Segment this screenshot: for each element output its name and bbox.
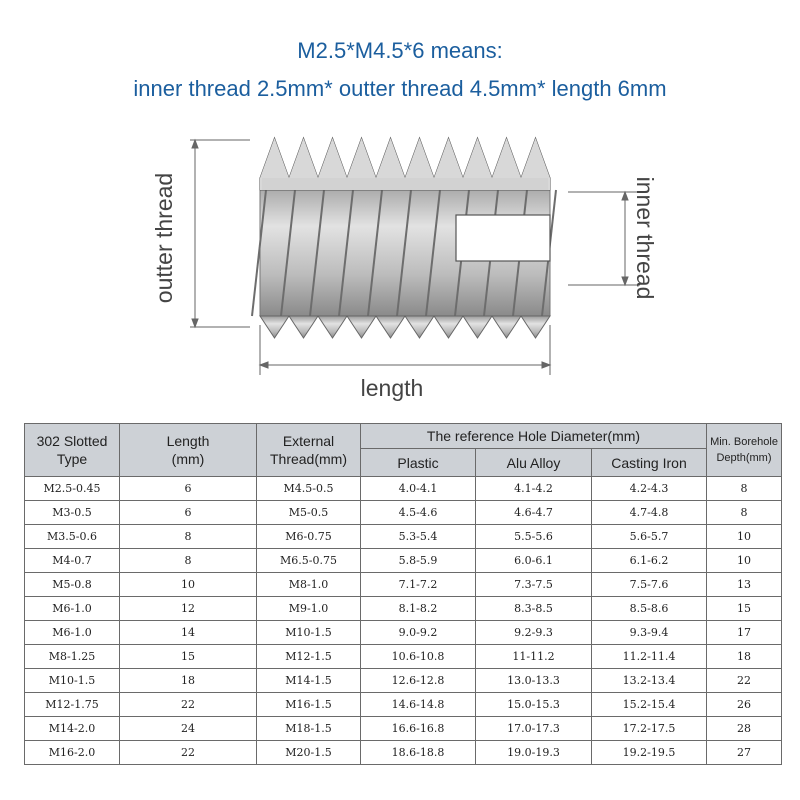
table-cell: 13 <box>707 573 782 597</box>
table-cell: 15.0-15.3 <box>476 693 592 717</box>
outer-thread-label: outter thread <box>151 172 177 304</box>
header-length-text: Length (mm) <box>166 433 210 467</box>
table-cell: 16.6-16.8 <box>361 717 476 741</box>
table-row <box>25 717 782 741</box>
table-cell: 19.0-19.3 <box>476 741 592 765</box>
table-cell: 8 <box>120 525 257 549</box>
table-cell: 18 <box>707 645 782 669</box>
table-cell: 10 <box>707 549 782 573</box>
table-cell: 18.6-18.8 <box>361 741 476 765</box>
header-alu: Alu Alloy <box>476 449 592 477</box>
table-cell: M6.5-0.75 <box>257 549 361 573</box>
table-cell: M9-1.0 <box>257 597 361 621</box>
table-row <box>25 645 782 669</box>
table-cell: M2.5-0.45 <box>25 477 120 501</box>
header-external-text: External Thread(mm) <box>269 433 347 467</box>
table-row <box>25 525 782 549</box>
table-cell: M5-0.8 <box>25 573 120 597</box>
inner-thread-dimension <box>568 192 640 285</box>
table-cell: 17 <box>707 621 782 645</box>
header-hole-group: The reference Hole Diameter(mm) <box>361 424 707 449</box>
table-cell: M18-1.5 <box>257 717 361 741</box>
table-cell: 10 <box>120 573 257 597</box>
header-length <box>120 424 257 477</box>
table-cell: 17.2-17.5 <box>592 717 707 741</box>
table-row <box>25 573 782 597</box>
table-cell: 24 <box>120 717 257 741</box>
table-row <box>25 597 782 621</box>
table-cell: 7.3-7.5 <box>476 573 592 597</box>
table-cell: 10.6-10.8 <box>361 645 476 669</box>
table-cell: 15.2-15.4 <box>592 693 707 717</box>
table-cell: M5-0.5 <box>257 501 361 525</box>
table-cell: 5.8-5.9 <box>361 549 476 573</box>
table-cell: 15 <box>120 645 257 669</box>
table-cell: 14.6-14.8 <box>361 693 476 717</box>
table-cell: 22 <box>707 669 782 693</box>
table-cell: M3-0.5 <box>25 501 120 525</box>
table-cell: 13.2-13.4 <box>592 669 707 693</box>
table-cell: 8.5-8.6 <box>592 597 707 621</box>
header-plastic: Plastic <box>361 449 476 477</box>
table-cell: 17.0-17.3 <box>476 717 592 741</box>
table-cell: 4.0-4.1 <box>361 477 476 501</box>
table-cell: 11.2-11.4 <box>592 645 707 669</box>
table-cell: 5.6-5.7 <box>592 525 707 549</box>
thread-insert-diagram <box>0 120 800 410</box>
table-cell: 8.3-8.5 <box>476 597 592 621</box>
table-cell: 7.5-7.6 <box>592 573 707 597</box>
table-cell: 10 <box>707 525 782 549</box>
table-cell: 18 <box>120 669 257 693</box>
table-cell: 4.5-4.6 <box>361 501 476 525</box>
table-row <box>25 477 782 501</box>
table-cell: M12-1.75 <box>25 693 120 717</box>
caption-line-2: inner thread 2.5mm* outter thread 4.5mm* length 6mm <box>133 76 667 101</box>
slot <box>456 215 550 261</box>
table-cell: 9.2-9.3 <box>476 621 592 645</box>
table-cell: M14-2.0 <box>25 717 120 741</box>
header-borehole <box>707 424 782 477</box>
table-cell: M8-1.25 <box>25 645 120 669</box>
table-cell: 6 <box>120 477 257 501</box>
table-cell: 8 <box>707 501 782 525</box>
table-cell: M3.5-0.6 <box>25 525 120 549</box>
table-cell: 12.6-12.8 <box>361 669 476 693</box>
table-cell: M6-1.0 <box>25 597 120 621</box>
header-type <box>25 424 120 477</box>
table-row <box>25 549 782 573</box>
table-cell: 15 <box>707 597 782 621</box>
table-cell: 4.2-4.3 <box>592 477 707 501</box>
table-cell: M16-2.0 <box>25 741 120 765</box>
table-cell: M14-1.5 <box>257 669 361 693</box>
table-cell: 14 <box>120 621 257 645</box>
table-cell: 8 <box>707 477 782 501</box>
table-cell: 6.1-6.2 <box>592 549 707 573</box>
header-external <box>257 424 361 477</box>
table-row <box>25 741 782 765</box>
insert-body <box>252 138 556 338</box>
table-cell: 5.5-5.6 <box>476 525 592 549</box>
spec-table <box>24 423 782 765</box>
table-cell: 28 <box>707 717 782 741</box>
header-borehole-text: Min. Borehole Depth(mm) <box>710 436 778 464</box>
table-cell: 12 <box>120 597 257 621</box>
table-cell: M4.5-0.5 <box>257 477 361 501</box>
table-cell: 7.1-7.2 <box>361 573 476 597</box>
table-cell: 22 <box>120 741 257 765</box>
table-cell: 6 <box>120 501 257 525</box>
table-cell: M4-0.7 <box>25 549 120 573</box>
table-row <box>25 693 782 717</box>
table-cell: M6-0.75 <box>257 525 361 549</box>
table-cell: M16-1.5 <box>257 693 361 717</box>
table-cell: 5.3-5.4 <box>361 525 476 549</box>
table-cell: M12-1.5 <box>257 645 361 669</box>
table-cell: 8 <box>120 549 257 573</box>
header-type-text: 302 Slotted Type <box>36 433 108 467</box>
table-cell: 6.0-6.1 <box>476 549 592 573</box>
table-cell: 19.2-19.5 <box>592 741 707 765</box>
inner-thread-label: inner thread <box>632 176 658 300</box>
table-cell: 4.1-4.2 <box>476 477 592 501</box>
table-cell: 11-11.2 <box>476 645 592 669</box>
table-cell: 13.0-13.3 <box>476 669 592 693</box>
table-cell: 9.3-9.4 <box>592 621 707 645</box>
table-cell: M10-1.5 <box>25 669 120 693</box>
table-row <box>25 621 782 645</box>
table-cell: M6-1.0 <box>25 621 120 645</box>
table-cell: 26 <box>707 693 782 717</box>
table-cell: 9.0-9.2 <box>361 621 476 645</box>
table-cell: M20-1.5 <box>257 741 361 765</box>
table-row <box>25 669 782 693</box>
table-cell: 8.1-8.2 <box>361 597 476 621</box>
table-cell: 4.6-4.7 <box>476 501 592 525</box>
header-iron: Casting Iron <box>592 449 707 477</box>
table-cell: 4.7-4.8 <box>592 501 707 525</box>
table-cell: 22 <box>120 693 257 717</box>
table-cell: M10-1.5 <box>257 621 361 645</box>
table-row <box>25 501 782 525</box>
table-cell: M8-1.0 <box>257 573 361 597</box>
caption-line-1: M2.5*M4.5*6 means: <box>297 38 503 63</box>
table-cell: 27 <box>707 741 782 765</box>
length-label: length <box>360 375 424 401</box>
outer-thread-dimension <box>190 140 250 327</box>
